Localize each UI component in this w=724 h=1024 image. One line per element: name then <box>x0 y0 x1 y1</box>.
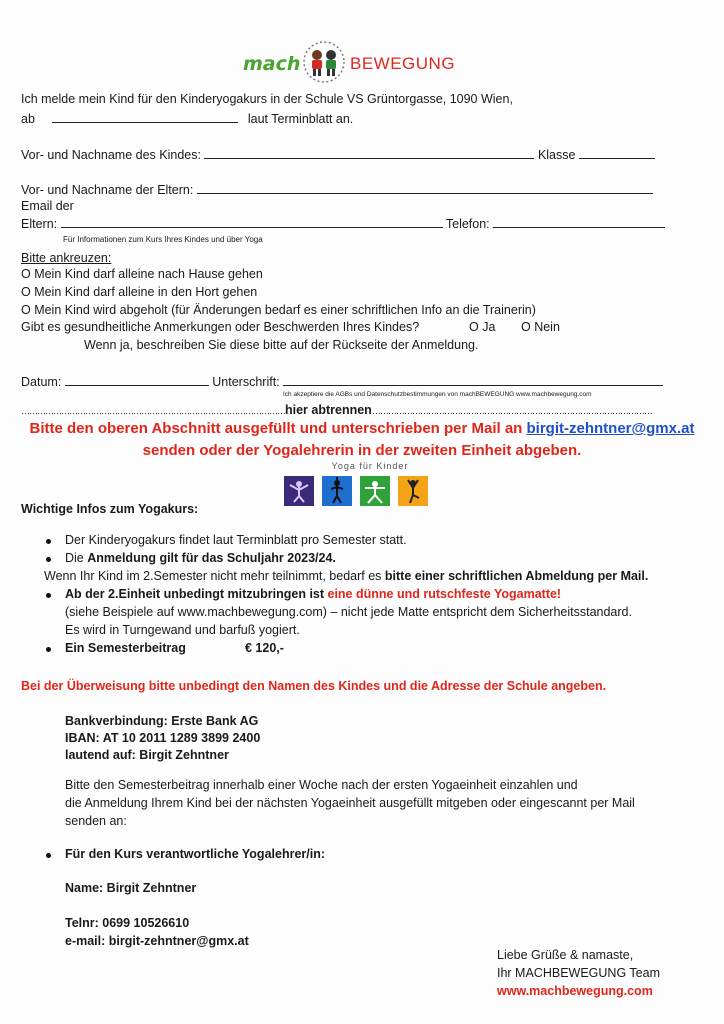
transfer-note: Bei der Überweisung bitte unbedingt den Namen des Kindes und die Adresse der Schule angeben. <box>21 679 607 693</box>
cut-dots-left: ……………………………………………………………………………………… <box>21 406 285 416</box>
notice-line1 <box>0 420 724 437</box>
bullet-1 <box>46 539 51 544</box>
health-question: Gibt es gesundheitliche Anmerkungen oder Beschwerden Ihres Kindes? <box>21 320 420 334</box>
info-item-2-cont-text: Wenn Ihr Kind im 2.Semester nicht mehr teilnimmt, bedarf es <box>44 569 385 583</box>
info-item-3-line2: (siehe Beispiele auf www.machbewegung.com) – nicht jede Matte entspricht dem Sicherheitsstandard. <box>65 605 632 619</box>
parent-name-label: Vor- und Nachname der Eltern: <box>21 183 194 197</box>
start-date-field[interactable] <box>52 111 238 123</box>
email-label-line2: Eltern: <box>21 217 58 231</box>
cut-line <box>21 403 652 417</box>
logo-kids-icon <box>299 37 349 85</box>
checkbox-option-pickup[interactable]: O Mein Kind wird abgeholt (für Änderungen bedarf es einer schriftlichen Info an die Trainerin) <box>21 303 536 317</box>
bank-line-3: lautend auf: Birgit Zehntner <box>65 748 229 762</box>
child-name-field[interactable] <box>204 147 534 159</box>
start-date-label: ab <box>21 112 35 126</box>
bullet-3 <box>46 593 51 598</box>
website-link[interactable]: www.machbewegung.com <box>497 984 653 998</box>
notice-email-link[interactable]: birgit-zehntner@gmx.at <box>526 420 695 437</box>
cut-dots-right: …………………………………………………………………………………………… <box>371 406 652 416</box>
notice-line2: senden oder der Yogalehrerin in der zweiten Einheit abgeben. <box>142 442 582 459</box>
email-label-line1: Email der <box>21 199 74 213</box>
yoga-pose-purple-icon <box>284 476 314 506</box>
child-name-label: Vor- und Nachname des Kindes: <box>21 148 201 162</box>
bullet-5 <box>46 853 51 858</box>
signature-label: Unterschrift: <box>212 375 280 389</box>
phone-field[interactable] <box>493 216 665 228</box>
bank-line-1: Bankverbindung: Erste Bank AG <box>65 714 259 728</box>
yoga-pose-orange-icon <box>398 476 428 506</box>
info-item-2 <box>65 551 336 565</box>
yoga-pose-blue-icon <box>322 476 352 506</box>
info-item-2-bold: Anmeldung gilt für das Schuljahr 2023/24. <box>87 551 336 565</box>
teacher-email: e-mail: birgit-zehntner@gmx.at <box>65 934 249 948</box>
date-label: Datum: <box>21 375 62 389</box>
logo-text-bewegung: BEWEGUNG <box>350 54 456 73</box>
child-name-row <box>21 147 655 162</box>
checkbox-option-home[interactable]: O Mein Kind darf alleine nach Hause gehen <box>21 267 263 281</box>
bullet-2 <box>46 557 51 562</box>
signature-row <box>21 374 663 389</box>
cut-label: hier abtrennen <box>285 403 372 417</box>
intro-line: Ich melde mein Kind für den Kinderyogakurs in der Schule VS Grüntorgasse, 1090 Wien, <box>21 92 513 106</box>
signature-field[interactable] <box>283 374 663 386</box>
info-item-3-line3: Es wird in Turngewand und barfuß yogiert. <box>65 623 300 637</box>
teacher-heading: Für den Kurs verantwortliche Yogalehrer/in: <box>65 847 326 861</box>
yoga-caption: Yoga für Kinder <box>331 461 409 471</box>
health-no-option[interactable]: O Nein <box>521 320 560 334</box>
teacher-name: Name: Birgit Zehntner <box>65 881 197 895</box>
date-field[interactable] <box>65 374 209 386</box>
info-item-3-red: eine dünne und rutschfeste Yogamatte! <box>327 587 562 601</box>
teacher-phone: Telnr: 0699 10526610 <box>65 916 190 930</box>
payment-text-1: Bitte den Semesterbeitrag innerhalb einer Woche nach der ersten Yogaeinheit einzahlen und <box>65 778 578 792</box>
notice-text: Bitte den oberen Abschnitt ausgefüllt und unterschrieben per Mail an <box>29 420 527 437</box>
info-item-4-value: € 120,- <box>245 641 284 655</box>
email-phone-row <box>21 216 665 231</box>
bullet-4 <box>46 647 51 652</box>
email-field[interactable] <box>61 216 443 228</box>
yoga-pose-green-icon <box>360 476 390 506</box>
start-date-suffix: laut Terminblatt an. <box>247 112 354 126</box>
info-item-2-cont-bold: bitte einer schriftlichen Abmeldung per Mail. <box>384 569 649 583</box>
closing-greeting: Liebe Grüße & namaste, <box>497 948 634 962</box>
logo-text-mach: mach <box>243 53 301 75</box>
info-heading: Wichtige Infos zum Yogakurs: <box>21 502 199 516</box>
class-label: Klasse <box>537 148 576 162</box>
start-date-row <box>21 111 353 126</box>
bank-line-2: IBAN: AT 10 2011 1289 3899 2400 <box>65 731 261 745</box>
checkbox-heading: Bitte ankreuzen: <box>21 251 112 265</box>
info-item-2-prefix: Die <box>65 551 88 565</box>
health-yes-option[interactable]: O Ja <box>469 320 496 334</box>
yoga-icons <box>284 476 434 508</box>
parent-name-field[interactable] <box>197 182 653 194</box>
logo <box>243 45 483 85</box>
phone-label: Telefon: <box>445 217 490 231</box>
closing-team: Ihr MACHBEWEGUNG Team <box>497 966 660 980</box>
info-item-4-label: Ein Semesterbeitrag <box>65 641 186 655</box>
payment-text-2: die Anmeldung Ihrem Kind bei der nächsten Yogaeinheit ausgefüllt mitgeben oder eingescannt per Mail <box>65 796 635 810</box>
info-item-3 <box>65 587 561 601</box>
payment-text-3: senden an: <box>65 814 127 828</box>
checkbox-option-hort[interactable]: O Mein Kind darf alleine in den Hort gehen <box>21 285 258 299</box>
parent-name-row <box>21 182 653 197</box>
info-item-3-bold: Ab der 2.Einheit unbedingt mitzubringen ist <box>65 587 328 601</box>
info-item-1: Der Kinderyogakurs findet laut Terminblatt pro Semester statt. <box>65 533 407 547</box>
health-note: Wenn ja, beschreiben Sie diese bitte auf der Rückseite der Anmeldung. <box>84 338 479 352</box>
agb-note: Ich akzeptiere die AGBs und Datenschutzbestimmungen von machBEWEGUNG www.machbewegung.com <box>283 391 592 398</box>
email-note: Für Informationen zum Kurs Ihres Kindes und über Yoga <box>63 235 263 244</box>
class-field[interactable] <box>579 147 655 159</box>
info-item-2-cont <box>44 569 648 583</box>
